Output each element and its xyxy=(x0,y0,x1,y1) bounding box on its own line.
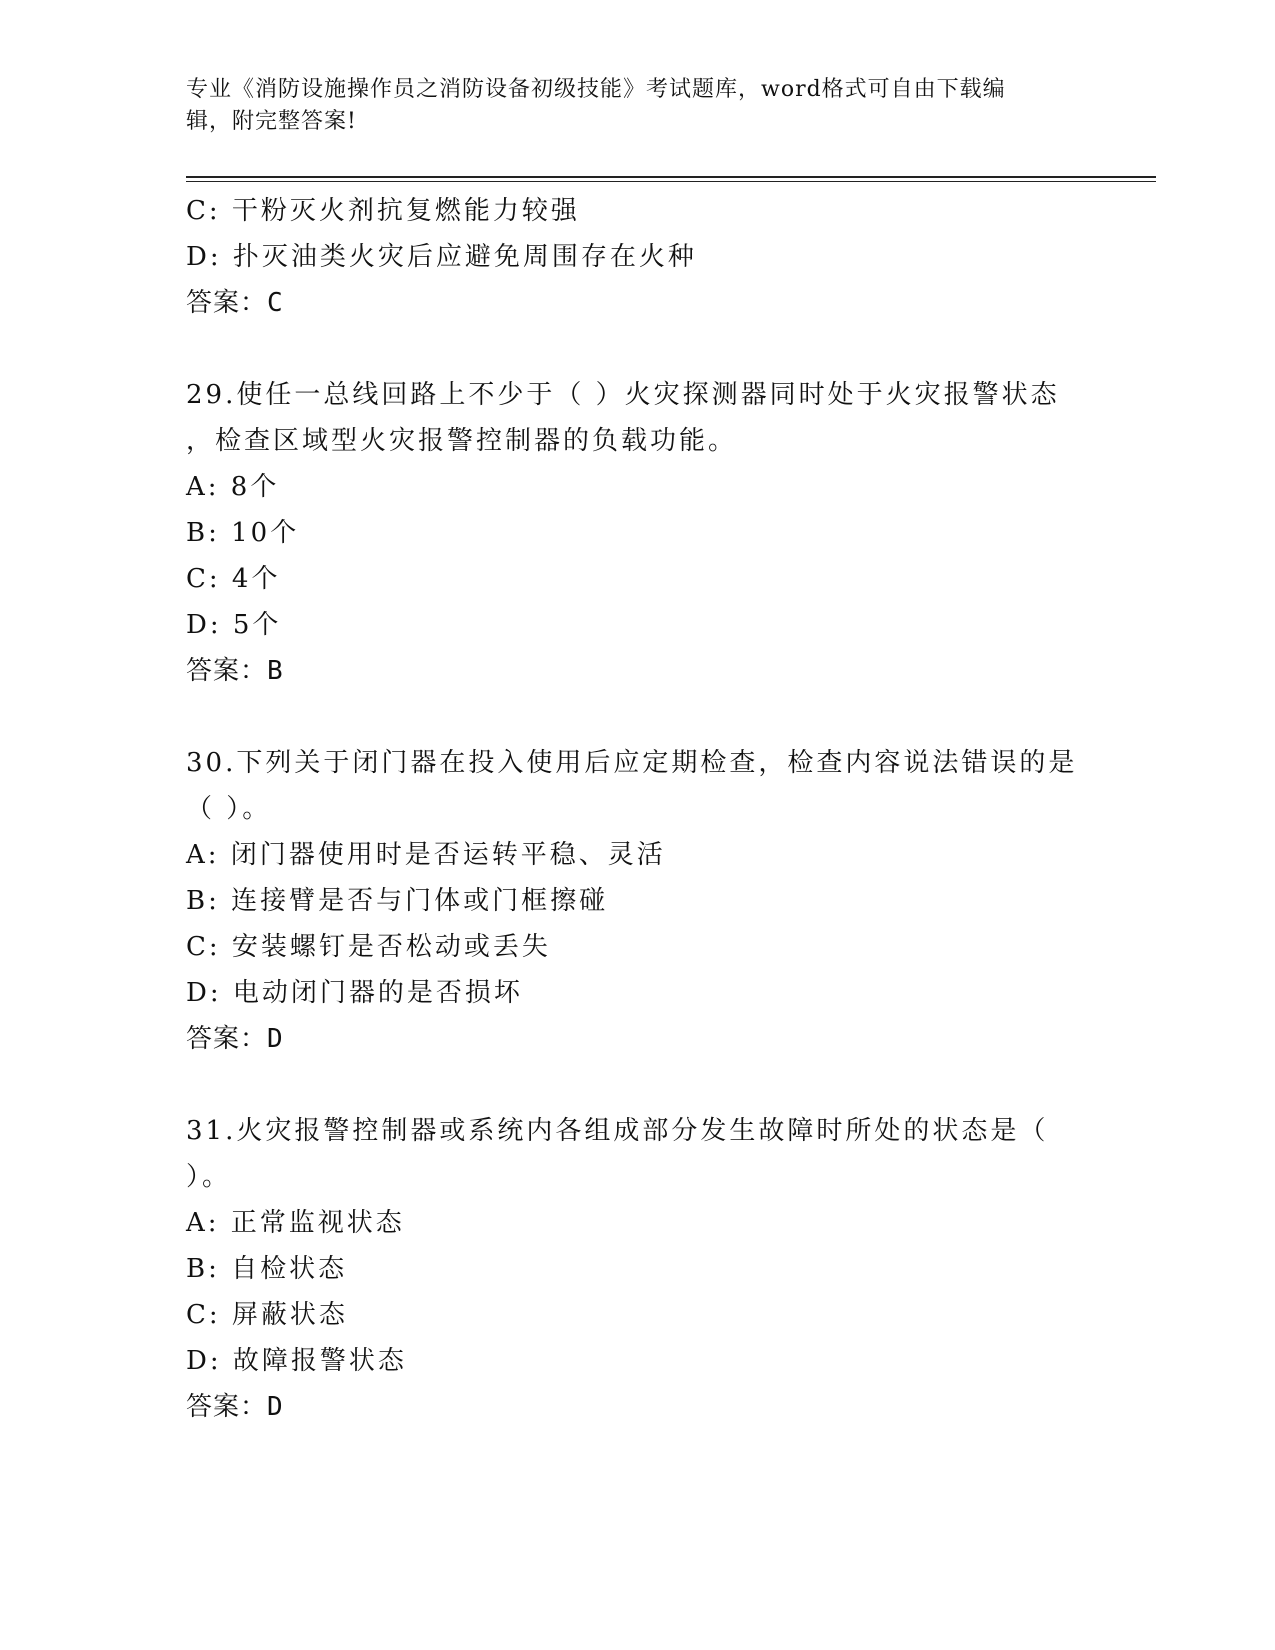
header-divider-thin xyxy=(186,181,1156,182)
option-d: D: 故障报警状态 xyxy=(186,1346,407,1376)
document-header xyxy=(186,74,1066,138)
answer-label: 答案： xyxy=(186,288,268,318)
option-d: D: 5个 xyxy=(186,610,282,640)
option-d: D: 电动闭门器的是否损坏 xyxy=(186,978,523,1008)
answer-line xyxy=(186,1016,1086,1062)
answer-line xyxy=(186,648,1086,694)
option-a: A: 闭门器使用时是否运转平稳、灵活 xyxy=(186,840,666,870)
spacer xyxy=(186,1062,1086,1108)
option-c: C: 干粉灭火剂抗复燃能力较强 xyxy=(186,196,580,226)
option-a: A: 8个 xyxy=(186,472,280,502)
option-c: C: 屏蔽状态 xyxy=(186,1300,348,1330)
answer-value: D xyxy=(267,1392,284,1422)
question-stem-line-1: 30.下列关于闭门器在投入使用后应定期检查，检查内容说法错误的是 xyxy=(186,748,1078,778)
answer-value: B xyxy=(267,656,284,686)
question-block xyxy=(186,372,1086,694)
answer-line xyxy=(186,1384,1086,1430)
question-stem-line-1: 31.火灾报警控制器或系统内各组成部分发生故障时所处的状态是（ xyxy=(186,1116,1049,1146)
spacer xyxy=(186,326,1086,372)
header-line-2: 辑，附完整答案! xyxy=(186,109,357,134)
option-d: D: 扑灭油类火灾后应避免周围存在火种 xyxy=(186,242,697,272)
option-b: B: 连接臂是否与门体或门框擦碰 xyxy=(186,886,609,916)
question-stem-line-1: 29.使任一总线回路上不少于（ ）火灾探测器同时处于火灾报警状态 xyxy=(186,380,1060,410)
question-stem-line-2: ，检查区域型火灾报警控制器的负载功能。 xyxy=(186,426,738,456)
option-c: C: 4个 xyxy=(186,564,281,594)
question-stem-line-2: ）。 xyxy=(186,1162,232,1192)
header-line-1: 专业《消防设施操作员之消防设备初级技能》考试题库，word格式可自由下载编 xyxy=(186,77,1006,102)
question-block xyxy=(186,1108,1086,1430)
answer-label: 答案： xyxy=(186,1024,268,1054)
answer-value: C xyxy=(267,288,284,318)
option-b: B: 自检状态 xyxy=(186,1254,348,1284)
question-block xyxy=(186,188,1086,326)
spacer xyxy=(186,694,1086,740)
question-list xyxy=(186,188,1086,1430)
answer-value: D xyxy=(267,1024,284,1054)
question-block xyxy=(186,740,1086,1062)
answer-line xyxy=(186,280,1086,326)
answer-label: 答案： xyxy=(186,656,268,686)
answer-label: 答案： xyxy=(186,1392,268,1422)
question-stem-line-2: （ ）。 xyxy=(186,794,272,824)
option-b: B: 10个 xyxy=(186,518,300,548)
header-divider-thick xyxy=(186,176,1156,178)
option-a: A: 正常监视状态 xyxy=(186,1208,405,1238)
option-c: C: 安装螺钉是否松动或丢失 xyxy=(186,932,551,962)
